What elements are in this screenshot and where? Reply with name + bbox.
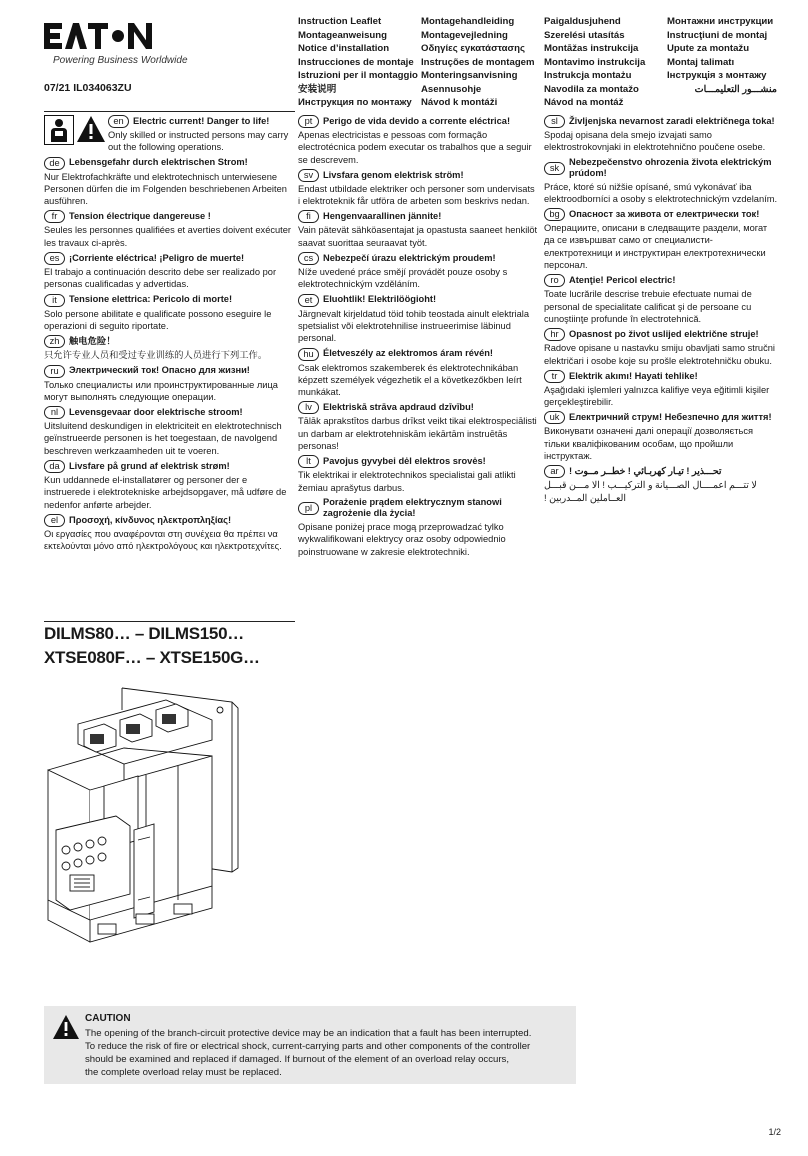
warning-title: Pavojus gyvybei dėl elektros srovės!	[323, 456, 486, 467]
header-column-3: Paigaldusjuhend Szerelési utasítás Montāžas instrukcija Montavimo instrukcija Instrukcja montażu Navodila za montažo Návod na montáž	[544, 16, 646, 108]
header-column-2: Montagehandleiding Montagevejledning Οδηγίες εγκατάστασης Instruções de montagem Monteringsanvisning Asennusohje Návod k montáži	[421, 16, 535, 108]
warning-title: Življenjska nevarnost zaradi električnega toka!	[569, 115, 775, 126]
warning-icons	[44, 115, 108, 154]
document-id: 07/21 IL034063ZU	[44, 82, 132, 94]
lang-code: cs	[298, 252, 319, 265]
warning-section-pl	[298, 497, 538, 558]
warning-title: Elektriskā strāva apdraud dzīvību!	[323, 402, 474, 413]
warning-title: Elektrik akımı! Hayati tehlike!	[569, 370, 698, 381]
warning-section-lv	[298, 401, 538, 452]
lang-code: de	[44, 157, 65, 170]
warning-section-uk	[544, 411, 780, 462]
lang-code: el	[44, 514, 65, 527]
warning-section-el	[44, 514, 292, 553]
lang-code: bg	[544, 208, 565, 221]
lang-code: it	[44, 294, 65, 307]
warning-section-pt	[298, 115, 538, 166]
lang-code: zh	[44, 335, 65, 348]
warning-column-2	[298, 115, 538, 561]
warning-title: Lebensgefahr durch elektrischen Strom!	[69, 157, 248, 168]
contactor-drawing	[46, 680, 256, 980]
lang-code: sl	[544, 115, 565, 128]
warning-text: Aşağıdaki işlemleri yalnızca kalifiye veya eğitimli kişiler gerçekleştirebilir.	[544, 384, 770, 408]
brand-tagline: Powering Business Worldwide	[53, 55, 188, 66]
lang-code: ru	[44, 365, 65, 378]
warning-title: Tensione elettrica: Pericolo di morte!	[69, 294, 233, 305]
warning-text: Vain pätevät sähköasentajat ja opastusta saaneet henkilöt saavat suorittaa seuraavat työt.	[298, 225, 538, 248]
warning-text: El trabajo a continuación descrito debe ser realizado por personas cualificadas y advertidas.	[44, 267, 277, 290]
warning-triangle-icon	[52, 1014, 80, 1040]
lang-code: ar	[544, 465, 565, 478]
qualified-person-icon	[44, 115, 74, 145]
warning-text: Järgnevalt kirjeldatud töid tohib teostada ainult elektriala spetsialist või elektrotehnilise instrueerimise läbinud personal.	[298, 308, 530, 344]
product-title-line-1: DILMS80… – DILMS150…	[44, 624, 244, 643]
warning-text: Οι εργασίες που αναφέρονται στη συνέχεια θα πρέπει να εκτελούνται μόνο από ηλεκτρολόγους και ηλεκτροτεχνίτες.	[44, 528, 282, 552]
warning-title: Προσοχή, κίνδυνος ηλεκτροπληξίας!	[69, 514, 232, 525]
warning-section-es	[44, 252, 292, 291]
warning-section-en	[44, 115, 292, 154]
warning-text: Kun uddannede el-installatører og personer der e instruerede i elektrotekniske arbejdsopgaver, må udføre de nedenfor anførte arbejder.	[44, 475, 287, 510]
warning-section-fr	[44, 210, 292, 249]
warning-section-sv	[298, 169, 538, 208]
warning-text: Виконувати означені далі операції дозволяється тільки кваліфікованим особам, що пройшли інструктаж.	[544, 426, 754, 462]
warning-section-hr	[544, 328, 780, 367]
lang-code: fi	[298, 210, 319, 223]
warning-section-lt	[298, 455, 538, 494]
warning-section-nl	[44, 406, 292, 457]
warning-title: Hengenvaarallinen jännite!	[323, 211, 442, 222]
warning-title: Электрический ток! Опасно для жизни!	[69, 365, 250, 376]
warning-text: Uitsluitend deskundigen in elektriciteit en elektrotechnisch geïnstrueerde personen is het toegestaan, de navolgend beschreven werkzaamheden uit te voeren.	[44, 421, 282, 456]
warning-title: Livsfare på grund af elektrisk strøm!	[69, 460, 230, 471]
warning-title: Опасност за живота от електрически ток!	[569, 208, 760, 219]
warning-section-it	[44, 294, 292, 333]
lang-code: fr	[44, 210, 65, 223]
warning-section-fi	[298, 210, 538, 249]
warning-section-cs	[298, 252, 538, 291]
warning-title: Livsfara genom elektrisk ström!	[323, 169, 464, 180]
warning-title: Atenţie! Pericol electric!	[569, 275, 676, 286]
warning-section-ru	[44, 365, 292, 404]
warning-section-hu	[298, 348, 538, 399]
warning-title: Opasnost po život uslijed električne struje!	[569, 329, 759, 340]
warning-section-zh	[44, 335, 292, 361]
caution-box	[44, 1006, 576, 1084]
warning-text: Apenas electricistas e pessoas com formação electrotécnica podem executar os trabalhos que a seguir se descrevem.	[298, 130, 532, 165]
header-column-4: Монтажни инструкции Instrucţiuni de montaj Upute za montažu Montaj talimatı Інструкція з монтажу منشـــور التعليمـــات	[667, 16, 777, 95]
warning-text: Nur Elektrofachkräfte und elektrotechnisch unterwiesene Personen dürfen die im Folgenden beschriebenen Arbeiten ausführen.	[44, 171, 287, 207]
warning-text: Only skilled or instructed persons may carry out the following operations.	[108, 130, 289, 153]
warning-text: Tālāk aprakstītos darbus drīkst veikt tikai elektrospeciālisti un darbam ar elektrotehniskām iekārtām instruētās personas!	[298, 416, 537, 452]
warning-section-ro	[544, 274, 780, 325]
warning-title: ¡Corriente eléctrica! ¡Peligro de muerte!	[69, 252, 245, 263]
lang-code: ro	[544, 274, 565, 287]
lang-code: tr	[544, 370, 565, 383]
eaton-logo	[44, 20, 152, 52]
warning-column-1	[44, 115, 292, 556]
warning-text: Tik elektrikai ir elektrotechnikos specialistai gali atlikti žemiau aprašytus darbus.	[298, 470, 516, 493]
page-number: 1/2	[768, 1127, 781, 1137]
divider-bottom	[44, 621, 295, 622]
warning-title: 触电危险！	[69, 336, 116, 347]
lang-code: nl	[44, 406, 65, 419]
warning-section-sk	[544, 157, 780, 206]
warning-title: Életveszély az elektromos áram révén!	[323, 348, 494, 359]
warning-section-sl	[544, 115, 780, 154]
lang-code: pt	[298, 115, 319, 128]
lang-code: es	[44, 252, 65, 265]
warning-title: تحـــذير ! تيـار كهربـائي ! خطــر مــوت !	[569, 466, 722, 477]
warning-text: Radove opisane u nastavku smiju obavljati samo stručni električari i osobe koje su prošle elektrotehničku obuku.	[544, 343, 775, 366]
warning-section-ar	[544, 465, 780, 504]
warning-title: Tension électrique dangereuse !	[69, 211, 211, 222]
warning-text: لا تتـــم اعمــــال الصـــيانة و التركيـــب ! الا مـــن قبـــل العــاملين المــدربين !	[544, 480, 757, 503]
lang-code: uk	[544, 411, 565, 424]
warning-column-3	[544, 115, 780, 507]
warning-title: Electric current! Danger to life!	[133, 115, 270, 126]
warning-text: Seules les personnes qualifiées et averties doivent exécuter les travaux ci-après.	[44, 225, 292, 248]
lang-code: sk	[544, 162, 565, 175]
lang-code: lv	[298, 401, 319, 414]
warning-text: Spodaj opisana dela smejo izvajati samo elektrostrokovnjaki in elektrotehnično poučene osebe.	[544, 130, 766, 153]
warning-text: Níže uvedené práce smějí provádět pouze osoby s elektrotechnickým vzděláním.	[298, 267, 508, 290]
divider-top	[44, 111, 295, 112]
warning-title: Nebezpečenstvo ohrozenia života elektrickým prúdom!	[569, 156, 772, 179]
warning-title: Електричний струм! Небезпечно для життя!	[569, 412, 772, 423]
warning-text: Csak elektromos szakemberek és elektrotechnikában képzett személyek végezhetik el a következőkben leírt munkákat.	[298, 362, 522, 398]
warning-text: Opisane poniżej prace mogą przeprowadzać tylko wykwalifikowani elektrycy oraz osoby odpowiednio poinstruowane w zakresie elektrotechniki.	[298, 521, 506, 557]
lang-code: sv	[298, 169, 319, 182]
warning-section-de	[44, 157, 292, 208]
warning-title: Eluohtlik! Elektrilöögioht!	[323, 294, 437, 305]
lang-code: et	[298, 294, 319, 307]
lang-code: da	[44, 460, 65, 473]
warning-text: Toate lucrările descrise trebuie efectuate numai de personal de specialitate calificat şi de persoane cu cunoştiinţe profunde în electrotehnică.	[544, 289, 752, 324]
warning-text: 只允许专业人员和受过专业训练的人员进行下列工作。	[44, 350, 268, 361]
warning-text: Solo persone abilitate e qualificate possono eseguire le operazioni di seguito riportate.	[44, 308, 272, 331]
warning-triangle-icon	[76, 115, 106, 143]
warning-text: Práce, ktoré sú nižšie opísané, smú vykonávať iba elektroodborníci a osoby s elektrotechnickým vzdelaním.	[544, 181, 778, 204]
warning-title: Perigo de vida devido a corrente eléctrica!	[323, 115, 511, 126]
lang-code: pl	[298, 502, 319, 515]
warning-section-et	[298, 294, 538, 345]
lang-code: lt	[298, 455, 319, 468]
caution-heading: CAUTION	[85, 1013, 131, 1024]
warning-text: Только специалисты или проинструктированные лица могут выполнять следующие операции.	[44, 379, 278, 402]
lang-code-en: en	[108, 115, 129, 128]
warning-section-tr	[544, 370, 780, 409]
warning-section-da	[44, 460, 292, 511]
warning-text: Endast utbildade elektriker och personer som undervisats i elektroteknik får utföra de arbeten som beskrivs nedan.	[298, 183, 535, 207]
lang-code: hr	[544, 328, 565, 341]
warning-title: Nebezpečí úrazu elektrickým proudem!	[323, 252, 496, 263]
product-title-line-2: XTSE080F… – XTSE150G…	[44, 648, 260, 667]
warning-section-bg	[544, 208, 780, 271]
caution-text: The opening of the branch-circuit protective device may be an indication that a fault has been interrupted. To reduce the risk of fire or electrical shock, current-carrying parts and other components of the controller should be examined and replaced if damaged. If burnout of the element of an overload relay occurs, the complete overload relay must be replaced.	[85, 1028, 532, 1078]
header-column-1: Instruction Leaflet Montageanweisung Notice d’installation Instrucciones de montaje Istruzioni per il montaggio 安装说明 Инструкция по монтажу	[298, 16, 418, 108]
warning-title: Levensgevaar door elektrische stroom!	[69, 406, 243, 417]
lang-code: hu	[298, 348, 319, 361]
warning-title: Porażenie prądem elektrycznym stanowi zagrożenie dla życia!	[323, 496, 502, 519]
warning-text: Операциите, описани в следващите раздели, могат да се извършват само от специалисти-електротехници и инструктиран електротехнически персонал.	[544, 223, 768, 271]
